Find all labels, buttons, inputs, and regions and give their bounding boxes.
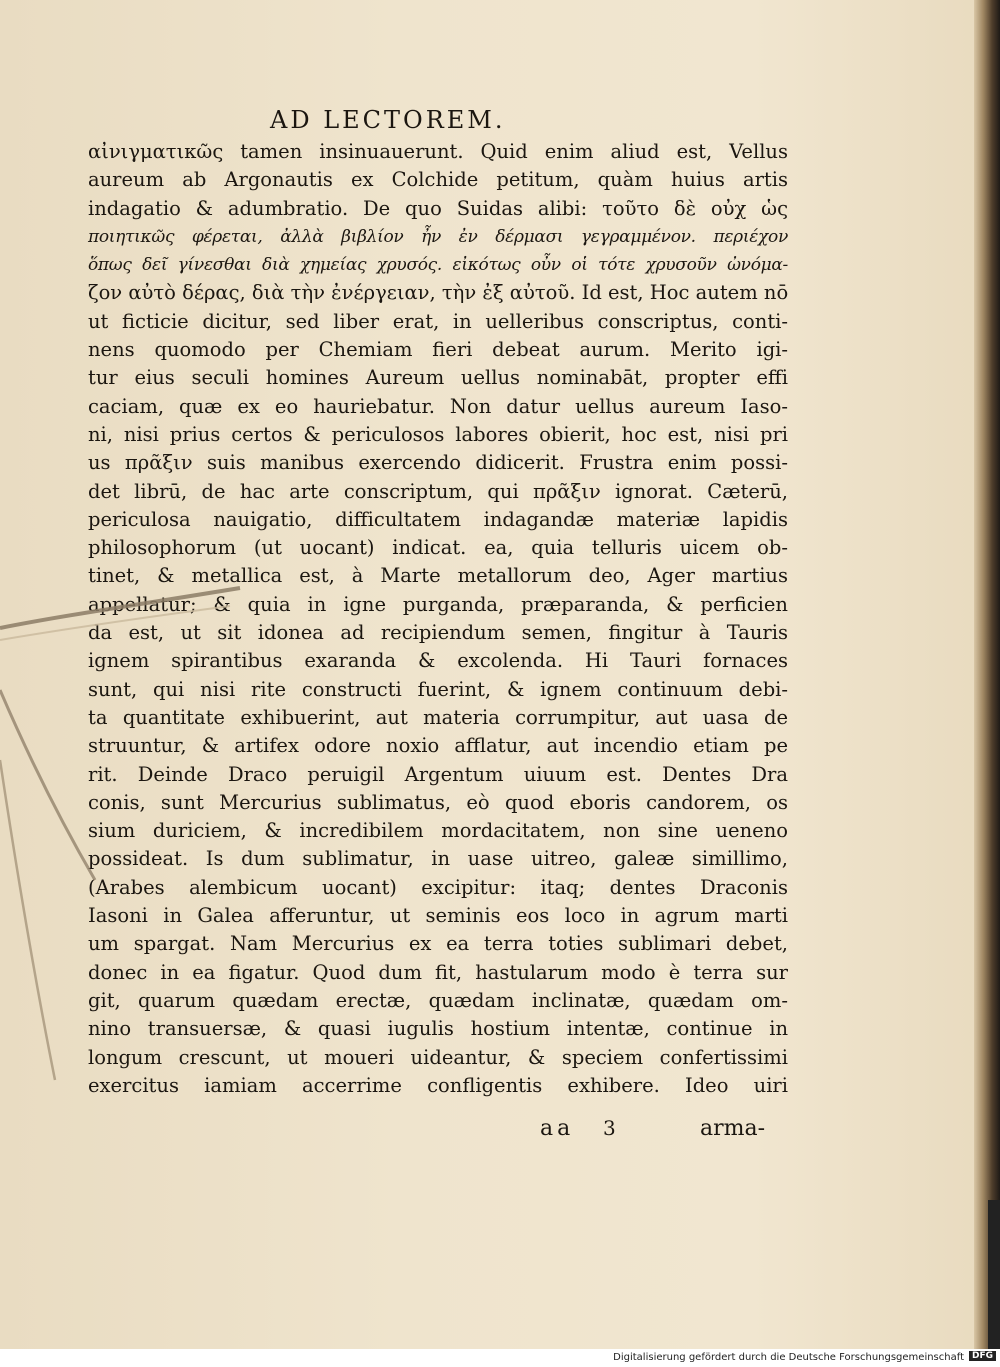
text-line: sunt, qui nisi rite constructi fuerint, & ignem continuum debi- bbox=[88, 677, 788, 701]
text-line: possideat. Is dum sublimatur, in uase uitreo, galeæ simillimo, bbox=[88, 847, 788, 871]
text-line: donec in ea figatur. Quod dum fit, hastularum modo è terra sur bbox=[88, 960, 788, 984]
text-line: ignem spirantibus exaranda & excolenda. Hi Tauri fornaces bbox=[88, 649, 788, 673]
running-header: AD LECTOREM. bbox=[270, 106, 506, 134]
greek-text-line: ποιητικῶς φέρεται, ἀλλὰ βιβλίον ἦν ἐν δέρμασι γεγραμμένον. περιέχον bbox=[88, 226, 788, 247]
text-line: git, quarum quædam erectæ, quædam inclinatæ, quædam om- bbox=[88, 988, 788, 1012]
text-line: rit. Deinde Draco peruigil Argentum uiuum est. Dentes Dra bbox=[88, 762, 788, 786]
text-line: tur eius seculi homines Aureum uellus nominabāt, propter effi bbox=[88, 366, 788, 390]
text-line: sium duriciem, & incredibilem mordacitatem, non sine ueneno bbox=[88, 819, 788, 843]
text-line: periculosa nauigatio, difficultatem indagandæ materiæ lapidis bbox=[88, 507, 788, 531]
dfg-logo: DFG bbox=[969, 1351, 996, 1361]
thread-line bbox=[0, 690, 95, 880]
text-line: det librū, de hac arte conscriptum, qui πρᾶξιν ignorat. Cæterū, bbox=[88, 479, 788, 503]
digitization-credit: Digitalisierung gefördert durch die Deutsche Forschungsgemeinschaft bbox=[613, 1352, 964, 1363]
text-line: aureum ab Argonautis ex Colchide petitum, quàm huius artis bbox=[88, 168, 788, 192]
text-line: longum crescunt, ut moueri uideantur, & speciem confertissimi bbox=[88, 1045, 788, 1069]
text-line: exercitus iamiam accerrime confligentis exhibere. Ideo uiri bbox=[88, 1073, 788, 1097]
binding-strip bbox=[988, 1200, 1000, 1349]
text-line: philosophorum (ut uocant) indicat. ea, quia telluris uicem ob- bbox=[88, 536, 788, 560]
text-line: Iasoni in Galea afferuntur, ut seminis eos loco in agrum marti bbox=[88, 904, 788, 928]
thread-line bbox=[0, 760, 55, 1080]
text-line: ut ficticie dicitur, sed liber erat, in uelleribus conscriptus, conti- bbox=[88, 309, 788, 333]
text-line: indagatio & adumbratio. De quo Suidas alibi: τοῦτο δὲ οὐχ ὡς bbox=[88, 196, 788, 220]
text-line: conis, sunt Mercurius sublimatus, eò quod eboris candorem, os bbox=[88, 790, 788, 814]
text-line: da est, ut sit idonea ad recipiendum semen, fingitur à Tauris bbox=[88, 621, 788, 645]
body-text bbox=[88, 138, 788, 1100]
catchword: arma- bbox=[700, 1116, 766, 1141]
text-line: nens quomodo per Chemiam fieri debeat aurum. Merito igi- bbox=[88, 338, 788, 362]
text-line: tinet, & metallica est, à Marte metallorum deo, Ager martius bbox=[88, 564, 788, 588]
text-line: caciam, quæ ex eo hauriebatur. Non datur uellus aureum Iaso- bbox=[88, 394, 788, 418]
text-line: nino transuersæ, & quasi iugulis hostium intentæ, continue in bbox=[88, 1017, 788, 1041]
page-edge-shadow bbox=[974, 0, 1000, 1349]
text-line: αἰνιγματικῶς tamen insinuauerunt. Quid enim aliud est, Vellus bbox=[88, 140, 788, 163]
text-line: ta quantitate exhibuerint, aut materia corrumpitur, aut uasa de bbox=[88, 705, 788, 729]
greek-text-line: ὅπως δεῖ γίνεσθαι διὰ χημείας χρυσός. εἰκότως οὖν οἱ τότε χρυσοῦν ὠνόμα- bbox=[88, 255, 788, 276]
text-line: struuntur, & artifex odore noxio afflatur, aut incendio etiam pe bbox=[88, 734, 788, 758]
text-line: ζον αὐτὸ δέρας, διὰ τὴν ἐνέργειαν, τὴν ἐξ αὐτοῦ. Id est, Hoc autem nō bbox=[88, 281, 789, 305]
text-line: appellatur; & quia in igne purganda, præparanda, & perficien bbox=[88, 592, 788, 616]
signature-mark: aa bbox=[540, 1116, 575, 1141]
text-line: us πρᾶξιν suis manibus exercendo didicerit. Frustra enim possi- bbox=[88, 451, 788, 475]
text-line: um spargat. Nam Mercurius ex ea terra toties sublimari debet, bbox=[88, 932, 788, 956]
text-line: (Arabes alembicum uocant) excipitur: itaq; dentes Draconis bbox=[88, 875, 788, 899]
text-line: ni, nisi prius certos & periculosos labores obierit, hoc est, nisi pri bbox=[88, 422, 788, 446]
page-number: 3 bbox=[603, 1116, 616, 1140]
